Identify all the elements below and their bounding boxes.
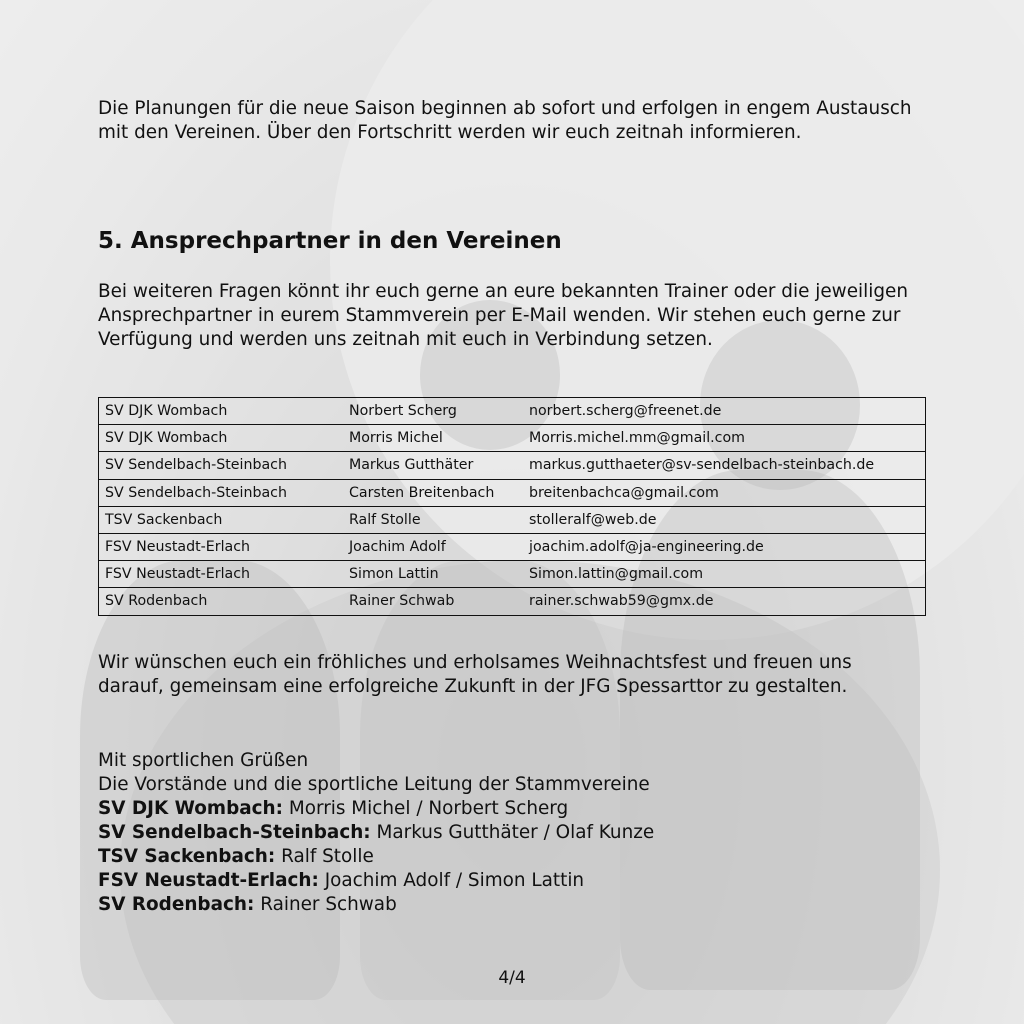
signature-people: Joachim Adolf / Simon Lattin xyxy=(318,870,585,891)
email-cell[interactable]: rainer.schwab59@gmx.de xyxy=(523,588,926,615)
table-row xyxy=(99,533,926,560)
club-cell: SV Sendelbach-Steinbach xyxy=(99,452,342,479)
signature-people: Markus Gutthäter / Olaf Kunze xyxy=(370,822,655,843)
person-cell: Simon Lattin xyxy=(341,561,523,588)
club-cell: FSV Neustadt-Erlach xyxy=(99,533,342,560)
signature-people: Morris Michel / Norbert Scherg xyxy=(283,798,569,819)
email-cell[interactable]: breitenbachca@gmail.com xyxy=(523,479,926,506)
person-cell: Rainer Schwab xyxy=(341,588,523,615)
section-heading: 5. Ansprechpartner in den Vereinen xyxy=(98,228,562,254)
signature-line xyxy=(98,869,918,893)
contacts-table xyxy=(98,397,926,616)
signature-club: SV DJK Wombach: xyxy=(98,798,283,819)
table-row xyxy=(99,561,926,588)
signature-club: FSV Neustadt-Erlach: xyxy=(98,870,319,891)
club-cell: SV Rodenbach xyxy=(99,588,342,615)
table-row xyxy=(99,588,926,615)
table-row xyxy=(99,479,926,506)
table-row xyxy=(99,398,926,425)
email-cell[interactable]: joachim.adolf@ja-engineering.de xyxy=(523,533,926,560)
email-cell[interactable]: norbert.scherg@freenet.de xyxy=(523,398,926,425)
signature-line xyxy=(98,893,918,917)
club-cell: SV DJK Wombach xyxy=(99,398,342,425)
person-cell: Ralf Stolle xyxy=(341,506,523,533)
table-row xyxy=(99,452,926,479)
signature-line xyxy=(98,821,918,845)
signature-club: SV Sendelbach-Steinbach: xyxy=(98,822,371,843)
signature-people: Rainer Schwab xyxy=(254,894,397,915)
signature-club: SV Rodenbach: xyxy=(98,894,255,915)
email-cell[interactable]: markus.gutthaeter@sv-sendelbach-steinbach.de xyxy=(523,452,926,479)
person-cell: Joachim Adolf xyxy=(341,533,523,560)
email-cell[interactable]: Simon.lattin@gmail.com xyxy=(523,561,926,588)
signature-people: Ralf Stolle xyxy=(275,846,374,867)
table-row xyxy=(99,506,926,533)
signed-by: Die Vorstände und die sportliche Leitung der Stammvereine xyxy=(98,774,650,795)
signature-line xyxy=(98,797,918,821)
person-cell: Markus Gutthäter xyxy=(341,452,523,479)
email-cell[interactable]: Morris.michel.mm@gmail.com xyxy=(523,425,926,452)
signature-block xyxy=(98,749,918,917)
person-cell: Morris Michel xyxy=(341,425,523,452)
club-cell: TSV Sackenbach xyxy=(99,506,342,533)
section-paragraph: Bei weiteren Fragen könnt ihr euch gerne an eure bekannten Trainer oder die jeweiligen Ansprechpartner in eurem Stammverein per E-Mail wenden. Wir stehen euch gerne zur Verfügung und werden uns zeitnah mit euch in Verbindung setzen. xyxy=(98,281,908,350)
club-cell: SV DJK Wombach xyxy=(99,425,342,452)
club-cell: SV Sendelbach-Steinbach xyxy=(99,479,342,506)
salutation: Mit sportlichen Grüßen xyxy=(98,750,309,771)
closing-paragraph: Wir wünschen euch ein fröhliches und erholsames Weihnachtsfest und freuen uns darauf, gemeinsam eine erfolgreiche Zukunft in der JFG Spessarttor zu gestalten. xyxy=(98,652,852,697)
person-cell: Carsten Breitenbach xyxy=(341,479,523,506)
email-cell[interactable]: stolleralf@web.de xyxy=(523,506,926,533)
page-number: 4/4 xyxy=(498,968,526,988)
signature-club: TSV Sackenbach: xyxy=(98,846,276,867)
club-cell: FSV Neustadt-Erlach xyxy=(99,561,342,588)
signature-line xyxy=(98,845,918,869)
person-cell: Norbert Scherg xyxy=(341,398,523,425)
intro-paragraph: Die Planungen für die neue Saison beginnen ab sofort und erfolgen in engem Austausch mit den Vereinen. Über den Fortschritt werden wir euch zeitnah informieren. xyxy=(98,98,912,143)
table-row xyxy=(99,425,926,452)
